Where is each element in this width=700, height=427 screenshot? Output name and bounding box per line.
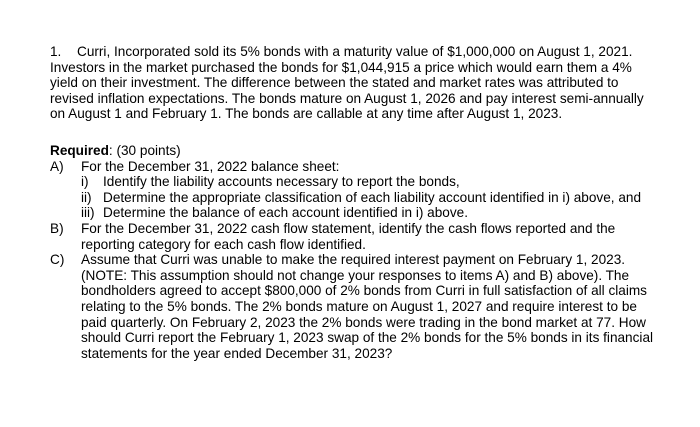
- item-text: For the December 31, 2022 cash flow statement, identify the cash flows reported and the reporting category for each cash flow identified.: [81, 220, 616, 252]
- item-text: For the December 31, 2022 balance sheet:: [81, 158, 340, 174]
- item-marker: B): [50, 220, 64, 236]
- sub-item-text: Determine the balance of each account identified in i) above.: [103, 205, 468, 221]
- required-points: : (30 points): [108, 142, 181, 158]
- item-marker: C): [50, 252, 65, 268]
- sub-item-marker: ii): [81, 189, 92, 205]
- list-item-b: [50, 221, 660, 252]
- sub-item-text: Identify the liability accounts necessary to report the bonds,: [103, 174, 460, 190]
- question-header: [50, 44, 660, 122]
- question-number: 1.: [50, 44, 62, 59]
- sub-item-marker: iii): [81, 205, 95, 221]
- sub-item-i: [50, 174, 660, 190]
- question-paragraph: [50, 44, 660, 122]
- problem-document: [50, 44, 660, 361]
- required-label: Required: [50, 142, 109, 158]
- sub-item-marker: i): [81, 174, 89, 190]
- list-item-a: [50, 159, 660, 175]
- sub-item-ii: [50, 190, 660, 206]
- item-text: Assume that Curri was unable to make the required interest payment on February 1, 2023. (NOTE: This assumption should not change your responses to items A) and B) above). The bondholders agreed to accept $800,000 of 2% bonds from Curri in full satisfaction of all claims relating to the 5% bonds. The 2% bonds mature on August 1, 2027 and require interest to be paid quarterly. On February 2, 2023 the 2% bonds were trading in the bond market at 77. How should Curri report the February 1, 2023 swap of the 2% bonds for the 5% bonds in its financial statements for the year ended December 31, 2023?: [81, 252, 654, 361]
- question-text: Curri, Incorporated sold its 5% bonds with a maturity value of $1,000,000 on August 1, 2021. Investors in the market purchased the bonds for $1,044,915 a price which would earn them a 4% yield on their investment. The difference between the stated and market rates was attributed to revised inflation expectations. The bonds mature on August 1, 2026 and pay interest semi-annually on August 1 and February 1. The bonds are callable at any time after August 1, 2023.: [50, 44, 644, 122]
- sub-item-iii: [50, 205, 660, 221]
- list-item-c: [50, 252, 660, 361]
- required-heading: [50, 143, 660, 159]
- sub-item-text: Determine the appropriate classification of each liability account identified in i) above, and: [103, 189, 642, 205]
- item-marker: A): [50, 158, 64, 174]
